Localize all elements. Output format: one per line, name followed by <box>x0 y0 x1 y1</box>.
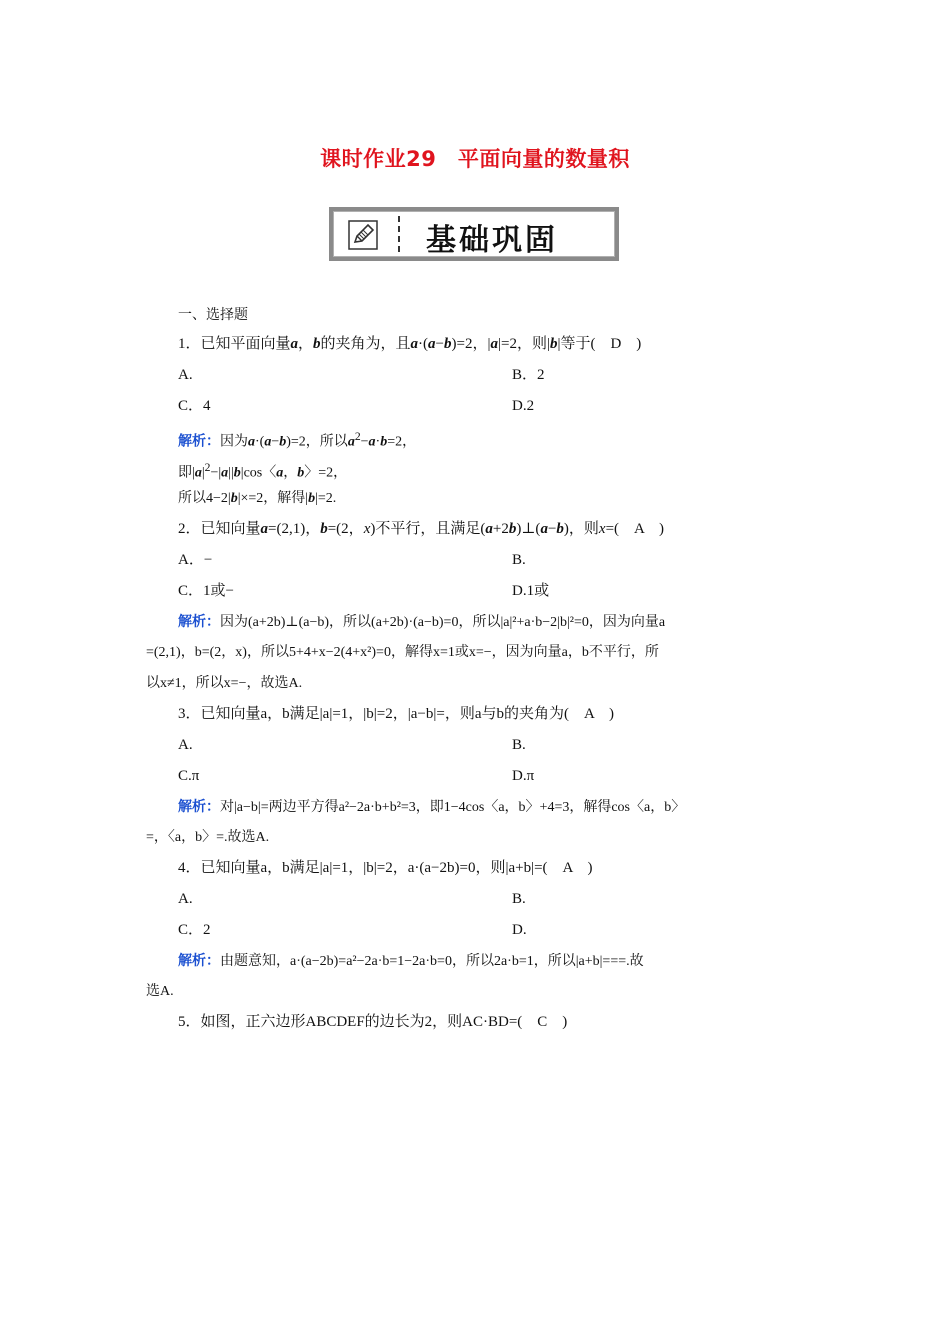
banner-divider <box>398 216 400 252</box>
q1-solution-3: 所以4−2|b|×=2，解得|b|=2. <box>178 491 337 506</box>
q1-option-c: C．4 <box>178 398 211 414</box>
q2-t1: =(2,1)， <box>268 521 321 537</box>
q3-solution-2: =，〈a，b〉=.故选A. <box>146 830 270 845</box>
q4-option-a: A. <box>178 891 193 907</box>
q1-t1: 的夹角为，且 <box>320 336 411 352</box>
q2-s1: 因为(a+2b)⊥(a−b)，所以(a+2b)·(a−b)=0，所以|a|²+a·b−2|b|²=0，因为向量a <box>220 615 666 630</box>
q3-option-a: A. <box>178 737 193 753</box>
section-banner <box>329 207 619 261</box>
q2-solution-label: 解析： <box>178 614 220 630</box>
q2-t5: )，则 <box>563 521 599 537</box>
q2-t4: )⊥( <box>516 521 541 537</box>
q2-option-c: C．1或− <box>178 583 234 599</box>
q2-t2: =(2， <box>327 521 364 537</box>
q2-option-a: A．− <box>178 552 213 568</box>
q1-s3: 所以4−2| <box>178 491 231 506</box>
q1-t3: |=2，则| <box>497 336 550 352</box>
q1-s3b: |×=2，解得| <box>237 491 309 506</box>
q1-solution-1: 解析：因为a·(a−b)=2，所以$a^2-a\cdot b=2$， <box>178 430 417 450</box>
question-2: 2．已知向量a=(2,1)，b=(2，x)不平行，且满足(a+2b)⊥(a−b)，则x=( A ) <box>178 521 665 537</box>
q4-solution-label: 解析： <box>178 953 220 969</box>
page-title: 课时作业29 平面向量的数量积 <box>320 147 630 171</box>
q2-t6: =( A ) <box>605 521 665 537</box>
q3-option-b: B. <box>512 737 526 753</box>
question-5: 5．如图，正六边形ABCDEF的边长为2，则AC·BD=( C ) <box>178 1014 568 1030</box>
q4-option-d: D. <box>512 922 527 938</box>
q1-s2c: 〉=2， <box>304 465 348 481</box>
q3-s1: 对|a−b|=两边平方得a²−2a·b+b²=3，即1−4cos〈a，b〉+4=3，解得cos〈a，b〉 <box>220 800 686 815</box>
q1-s1b: =2，所以 <box>290 434 348 450</box>
question-3: 3．已知向量a，b满足|a|=1，|b|=2，|a−b|=，则a与b的夹角为( A ) <box>178 706 614 722</box>
q4-solution-1 <box>178 951 644 972</box>
q2-solution-2: =(2,1)，b=(2，x)，所以5+4+x−2(4+x²)=0，解得x=1或x=−，因为向量a，b不平行，所 <box>146 645 659 660</box>
q2-t3: )不平行，且满足( <box>370 521 486 537</box>
q1-s1c: =2， <box>387 434 417 450</box>
question-1: 1．已知平面向量a，b的夹角为，且a·(a−b)=2，|a|=2，则|b|等于( D ) <box>178 336 642 352</box>
q4-s1: 由题意知，a·(a−2b)=a²−2a·b=1−2a·b=0，所以2a·b=1，所以|a+b|===.故 <box>220 954 644 969</box>
question-4: 4．已知向量a，b满足|a|=1，|b|=2，a·(a−2b)=0，则|a+b|=( A ) <box>178 860 593 876</box>
q1-s2: 即| <box>178 465 195 481</box>
q4-solution-2: 选A. <box>146 984 174 999</box>
q1-s1: 因为 <box>220 434 248 450</box>
q2-num: 2．已知向量 <box>178 521 261 537</box>
q1-option-b: B．2 <box>512 367 545 383</box>
section-heading: 一、选择题 <box>178 307 248 323</box>
q1-solution-label: 解析： <box>178 433 220 450</box>
q1-s3c: |=2. <box>315 491 337 506</box>
q1-option-a: A. <box>178 367 193 383</box>
q1-option-d: D.2 <box>512 398 535 414</box>
q3-option-d: D.π <box>512 768 535 784</box>
q3-option-c: C.π <box>178 768 200 784</box>
q2-option-b: B. <box>512 552 526 568</box>
q2-solution-1 <box>178 612 665 633</box>
q1-t2: =2，| <box>456 336 491 352</box>
banner-inner <box>333 211 615 257</box>
q3-solution-label: 解析： <box>178 799 220 815</box>
q4-option-c: C．2 <box>178 922 211 938</box>
q1-s2b: |cos〈 <box>240 465 277 481</box>
q4-option-b: B. <box>512 891 526 907</box>
q1-solution-2: 即$|a|^2-|a||b|\cos$〈a，b〉=2， <box>178 461 348 481</box>
banner-text: 基础巩固 <box>426 223 558 258</box>
q1-num: 1．已知平面向量 <box>178 336 291 352</box>
pencil-icon <box>348 220 378 250</box>
q2-solution-3: 以x≠1，所以x=−，故选A. <box>146 676 303 691</box>
q2-option-d: D.1或 <box>512 583 550 599</box>
q3-solution-1 <box>178 797 685 818</box>
q1-t4: |等于( D ) <box>557 336 642 352</box>
